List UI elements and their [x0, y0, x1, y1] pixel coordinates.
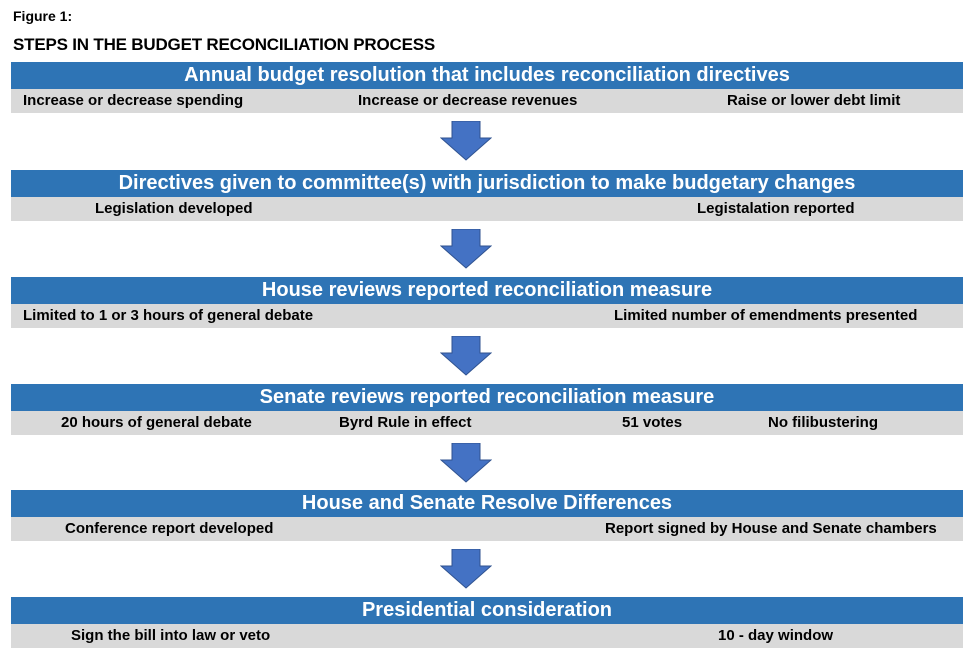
step-detail-item: Raise or lower debt limit [727, 92, 901, 109]
step-detail-item: 51 votes [622, 414, 683, 431]
down-arrow-icon [440, 121, 492, 161]
down-arrow-icon [440, 229, 492, 269]
step-annual-budget-resolution [11, 62, 963, 113]
step-title: Directives given to committee(s) with jurisdiction to make budgetary changes [11, 170, 963, 197]
step-detail-item: 20 hours of general debate [61, 414, 252, 431]
step-detail-item: Conference report developed [65, 520, 274, 537]
step-title: Senate reviews reported reconciliation measure [11, 384, 963, 411]
step-detail-item: Legistalation reported [697, 200, 855, 217]
step-detail-item: No filibustering [768, 414, 878, 431]
step-presidential-consideration [11, 597, 963, 648]
figure-label: Figure 1: [13, 8, 73, 24]
step-senate-review [11, 384, 963, 435]
step-detail-item: Report signed by House and Senate chambers [605, 520, 937, 537]
step-detail-item: Increase or decrease spending [23, 92, 244, 109]
down-arrow-icon [440, 336, 492, 376]
step-resolve-differences [11, 490, 963, 541]
step-details [11, 197, 963, 221]
step-title: House and Senate Resolve Differences [11, 490, 963, 517]
step-house-review [11, 277, 963, 328]
step-details [11, 411, 963, 435]
step-detail-item: Legislation developed [95, 200, 253, 217]
step-detail-item: Increase or decrease revenues [358, 92, 578, 109]
down-arrow-icon [440, 443, 492, 483]
figure-title: STEPS IN THE BUDGET RECONCILIATION PROCESS [13, 35, 435, 54]
step-details [11, 517, 963, 541]
step-details [11, 304, 963, 328]
step-details [11, 624, 963, 648]
down-arrow-icon [440, 549, 492, 589]
step-detail-item: Limited number of emendments presented [614, 307, 918, 324]
step-detail-item: Sign the bill into law or veto [71, 627, 271, 644]
step-details [11, 89, 963, 113]
step-title: House reviews reported reconciliation measure [11, 277, 963, 304]
step-title: Presidential consideration [11, 597, 963, 624]
step-detail-item: 10 - day window [718, 627, 834, 644]
step-title: Annual budget resolution that includes reconciliation directives [11, 62, 963, 89]
step-detail-item: Limited to 1 or 3 hours of general debate [23, 307, 314, 324]
step-detail-item: Byrd Rule in effect [339, 414, 472, 431]
step-committee-directives [11, 170, 963, 221]
